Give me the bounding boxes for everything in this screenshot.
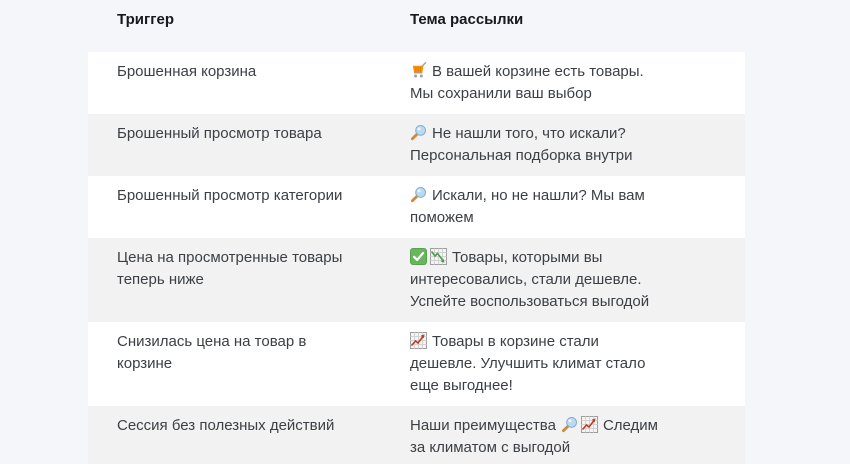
chart-up-icon <box>581 416 598 433</box>
cart-icon <box>410 62 427 79</box>
check-icon <box>410 248 427 265</box>
column-header-trigger: Триггер <box>117 11 174 28</box>
subject-text: Товары, которыми вы интересовались, стали дешевле. Успейте воспользоваться выгодой <box>410 249 650 310</box>
subject-cell <box>410 114 745 176</box>
column-header-subject: Тема рассылки <box>410 11 524 28</box>
trigger-cell: Снизилась цена на товар в корзине <box>117 333 307 372</box>
table-header <box>88 0 745 52</box>
subject-cell <box>410 52 745 114</box>
table-row <box>88 406 745 464</box>
trigger-cell: Брошенная корзина <box>117 63 257 80</box>
trigger-table <box>88 52 745 464</box>
chart-down-icon <box>430 248 447 265</box>
subject-text: Не нашли того, что искали? Персональная подборка внутри <box>410 125 633 164</box>
subject-text: В вашей корзине есть товары. Мы сохранили ваш выбор <box>410 63 644 102</box>
trigger-cell: Брошенный просмотр категории <box>117 187 343 204</box>
table-row <box>88 238 745 322</box>
table-row <box>88 52 745 114</box>
table-row <box>88 114 745 176</box>
magnifier-icon <box>561 416 578 433</box>
magnifier-icon <box>410 124 427 141</box>
subject-cell <box>410 406 745 464</box>
subject-text: Следим за климатом с выгодой <box>410 417 658 456</box>
subject-cell <box>410 322 745 406</box>
subject-text: Товары в корзине стали дешевле. Улучшить климат стало еще выгоднее! <box>410 333 646 394</box>
table-row <box>88 176 745 238</box>
trigger-cell: Брошенный просмотр товара <box>117 125 322 142</box>
subject-cell <box>410 176 745 238</box>
subject-cell <box>410 238 745 322</box>
table-row <box>88 322 745 406</box>
chart-up-icon <box>410 332 427 349</box>
trigger-cell: Цена на просмотренные товары теперь ниже <box>117 249 343 288</box>
trigger-cell: Сессия без полезных действий <box>117 417 335 434</box>
subject-text: Искали, но не нашли? Мы вам поможем <box>410 187 645 226</box>
subject-text: Наши преимущества <box>410 417 556 434</box>
magnifier-icon <box>410 186 427 203</box>
